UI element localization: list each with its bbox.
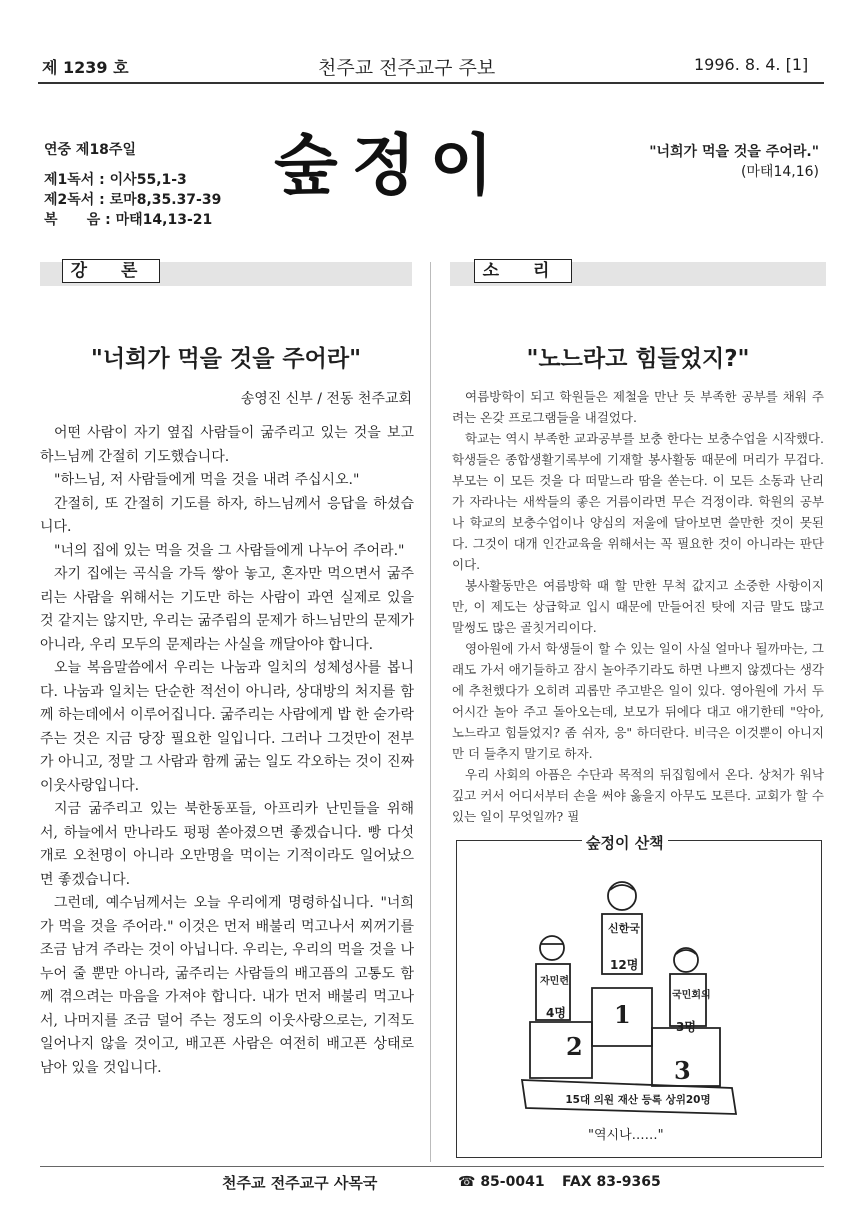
footer-rule (40, 1166, 824, 1167)
left-paragraph: 자기 집에는 곡식을 가득 쌓아 놓고, 혼자만 먹으면서 굶주리는 사람을 위해서는 기도만 하는 사람이 과연 실제로 있을 것 같지는 않지만, 우리는 굶주림의 문제가 하느님만의 문제가 아니라, 우리 모두의 문제라는 사실을 깨달아야 합니다. (40, 566, 414, 653)
masthead-quote (649, 142, 819, 182)
left-section-label: 강 론 (62, 259, 160, 283)
left-paragraph: 그런데, 예수님께서는 오늘 우리에게 명령하십니다. "너희가 먹을 것을 주어라." 이것은 먼저 배불리 먹고나서 찌꺼기를 조금 남겨 주라는 것이 아닙니다. 우리는, 우리의 먹을 것을 나누어 줄 뿐만 아니라, 굶주리는 사람들의 배고픔의 고통도 함께 겪으려는 마음을 가져야 합니다. 내가 먼저 배불리 먹고나서, 나머지를 조금 덜어 주는 정도의 이웃사랑으로는, 기적도 일어나지 않을 것이고, 배고픈 사람은 여전히 배고픈 상태로 남아 있을 것입니다. (40, 895, 414, 1076)
third-place-count: 3명 (676, 1020, 696, 1034)
issue-number: 제 1239 호 (42, 58, 129, 77)
second-reading: 제2독서 : 로마8,35.37-39 (44, 192, 222, 208)
right-paragraph: 봉사활동만은 여름방학 때 할 만한 무척 값지고 소중한 사항이지만, 이 제도는 상급학교 입시 때문에 만들어진 탓에 지금 말도 많고 말썽도 많은 골칫거리이다. (452, 578, 824, 635)
sunday-label: 연중 제18주일 (44, 142, 136, 158)
right-paragraph: 우리 사회의 아픔은 수단과 목적의 뒤집힘에서 온다. 상처가 워낙 깊고 커서 어디서부터 손을 써야 옳을지 아무도 모른다. 교회가 할 수 있는 일이 무엇일까? 필 (452, 767, 824, 824)
first-reading: 제1독서 : 이사55,1-3 (44, 172, 187, 188)
second-place-count: 4명 (546, 1006, 566, 1020)
third-place-party: 국민회의 (672, 990, 711, 1001)
right-article-body (452, 386, 824, 827)
left-paragraph: 오늘 복음말씀에서 우리는 나눔과 일치의 성체성사를 봅니다. 나눔과 일치는 단순한 적선이 아니라, 상대방의 처지를 함께 하는데에서 이루어집니다. 굶주리는 사람에게 밥 한 숟가락 주는 것은 지금 당장 필요한 일입니다. 그러나 그것만이 전부가 아니고, 정말 그 사람과 함께 굶는 일도 각오하는 것이 진짜 이웃사랑입니다. (40, 660, 414, 794)
third-place-rank: 3 (674, 1056, 691, 1085)
quote-source: (마태14,16) (740, 164, 819, 180)
left-paragraph: "너의 집에 있는 먹을 것을 그 사람들에게 나누어 주어라." (54, 542, 405, 559)
column-divider (430, 262, 431, 1162)
first-place-count: 12명 (610, 958, 639, 972)
quote-text: "너희가 먹을 것을 주어라." (649, 144, 819, 160)
right-paragraph: 영아원에 가서 학생들이 할 수 있는 일이 사실 얼마나 될까마는, 그래도 가서 애기들하고 잠시 놀아주기라도 하면 나쁘지 않겠다는 생각에 추천했다가 오히려 괴롭만 주고받은 일이 있다. 영아원에 가서 두어시간 놀아 주고 돌아오는데, 보모가 뒤에다 대고 애기한테 "악아, 노느라고 힘들었지? 좀 쉬자, 응" 하더란다. 비극은 이것뿐이 아니지만 더 들추지 말기로 하자. (452, 641, 824, 761)
cartoon-title: 숲정이 산책 (582, 832, 668, 853)
left-paragraph: 간절히, 또 간절히 기도를 하자, 하느님께서 응답을 하셨습니다. (40, 495, 414, 535)
left-article-title: "너희가 먹을 것을 주어라" (90, 346, 362, 372)
left-paragraph: "하느님, 저 사람들에게 먹을 것을 내려 주십시오." (54, 472, 360, 488)
left-article-byline: 송영진 신부 / 전동 천주교회 (240, 391, 412, 407)
second-place-rank: 2 (566, 1032, 583, 1061)
right-paragraph: 여름방학이 되고 학원들은 제철을 만난 듯 부족한 공부를 채워 주려는 온갖 프로그램들을 내걸었다. (452, 389, 824, 425)
header-rule (38, 82, 824, 84)
masthead-title: 숲정이 (274, 126, 508, 204)
issue-date: 1996. 8. 4. [1] (694, 55, 809, 74)
cartoon-banner: 15대 의원 재산 등록 상위20명 (565, 1094, 711, 1106)
second-place-party: 자민련 (540, 976, 569, 987)
cartoon-caption: "역시나……" (588, 1128, 664, 1143)
readings-block (44, 140, 221, 230)
footer-fax: FAX 83-9365 (562, 1174, 661, 1190)
right-section-label: 소 리 (474, 259, 572, 283)
left-paragraph: 어떤 사람이 자기 옆집 사람들이 굶주리고 있는 것을 보고 하느님께 간절히 기도했습니다. (40, 425, 414, 465)
footer-organization: 천주교 전주교구 사목국 (222, 1174, 378, 1192)
publication-name: 천주교 전주교구 주보 (318, 57, 496, 79)
left-article-body (40, 422, 414, 1080)
first-place-rank: 1 (614, 1000, 631, 1029)
right-paragraph: 학교는 역시 부족한 교과공부를 보충 한다는 보충수업을 시작했다. 학생들은 종합생활기록부에 기재할 봉사활동 때문에 머리가 무겁다. 부모는 이 모든 것을 다 떠맡느라 땀을 쏟는다. 이 모든 소동과 난리가 자라나는 새싹들의 좋은 거름이라면 무슨 걱정이랴. 학원의 공부나 학교의 보충수업이나 양심의 저울에 달아보면 쓸만한 것이 못된다. 그것이 대개 인간교육을 위해서는 꼭 필요한 것이 아니라는 판단이다. (452, 431, 824, 572)
left-paragraph: 지금 굶주리고 있는 북한동포들, 아프리카 난민들을 위해서, 하늘에서 만나라도 펑펑 쏟아졌으면 좋겠습니다. 빵 다섯 개로 오천명이 아니라 오만명을 먹이는 기적이라도 일어났으면 좋겠습니다. (40, 801, 414, 888)
gospel-reading: 복 음 : 마태14,13-21 (44, 212, 213, 228)
footer-phone: ☎ 85-0041 (458, 1174, 545, 1190)
right-article-title: "노느라고 힘들었지?" (526, 346, 750, 372)
first-place-party: 신한국 (608, 922, 640, 935)
